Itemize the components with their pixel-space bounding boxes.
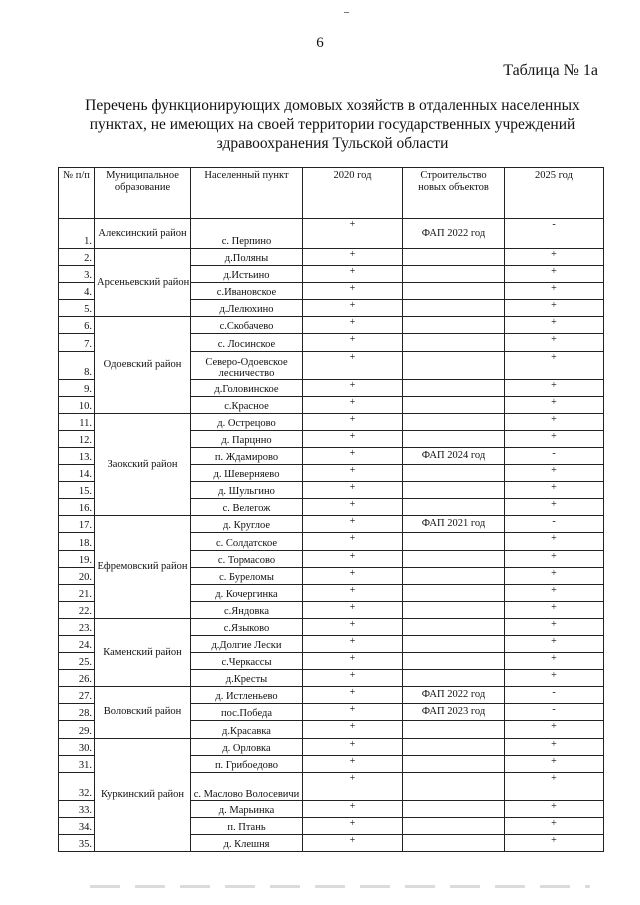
construction-cell bbox=[403, 550, 505, 567]
status-2025-cell: + bbox=[505, 601, 604, 618]
row-number: 22. bbox=[59, 601, 95, 618]
settlement-cell: п. Ждамирово bbox=[191, 447, 303, 464]
settlement-cell: п. Грибоедово bbox=[191, 755, 303, 772]
status-2025-cell: + bbox=[505, 800, 604, 817]
status-2020-cell: + bbox=[303, 738, 403, 755]
settlement-cell: с. Тормасово bbox=[191, 550, 303, 567]
table-row bbox=[59, 738, 604, 755]
construction-cell: ФАП 2021 год bbox=[403, 516, 505, 533]
settlement-cell: д. Кочергинка bbox=[191, 584, 303, 601]
scan-artifact bbox=[90, 885, 590, 888]
construction-cell bbox=[403, 334, 505, 351]
status-2025-cell: + bbox=[505, 635, 604, 652]
status-2020-cell: + bbox=[303, 550, 403, 567]
construction-cell bbox=[403, 834, 505, 851]
settlement-cell: с.Черкассы bbox=[191, 653, 303, 670]
construction-cell bbox=[403, 317, 505, 334]
construction-cell bbox=[403, 430, 505, 447]
status-2025-cell: + bbox=[505, 834, 604, 851]
status-2025-cell: + bbox=[505, 413, 604, 430]
row-number: 35. bbox=[59, 834, 95, 851]
construction-cell bbox=[403, 618, 505, 635]
row-number: 5. bbox=[59, 300, 95, 317]
construction-cell bbox=[403, 499, 505, 516]
construction-cell bbox=[403, 249, 505, 266]
settlement-cell: д.Истьино bbox=[191, 266, 303, 283]
municipality-cell: Заокский район bbox=[95, 413, 191, 516]
construction-cell bbox=[403, 413, 505, 430]
settlement-cell: с.Языково bbox=[191, 618, 303, 635]
row-number: 33. bbox=[59, 800, 95, 817]
row-number: 12. bbox=[59, 430, 95, 447]
status-2020-cell: + bbox=[303, 618, 403, 635]
row-number: 30. bbox=[59, 738, 95, 755]
row-number: 29. bbox=[59, 721, 95, 738]
status-2020-cell: + bbox=[303, 300, 403, 317]
construction-cell bbox=[403, 670, 505, 687]
status-2020-cell: + bbox=[303, 334, 403, 351]
status-2020-cell: + bbox=[303, 465, 403, 482]
document-title: Перечень функционирующих домовых хозяйств в отдаленных населенных пунктах, не имеющих на своей территории государственных учреждений здравоохранения Тульской области bbox=[85, 97, 580, 152]
construction-cell bbox=[403, 721, 505, 738]
status-2025-cell: + bbox=[505, 482, 604, 499]
status-2025-cell: + bbox=[505, 249, 604, 266]
construction-cell: ФАП 2024 год bbox=[403, 447, 505, 464]
row-number: 23. bbox=[59, 618, 95, 635]
status-2020-cell: + bbox=[303, 249, 403, 266]
status-2025-cell: - bbox=[505, 687, 604, 704]
status-2020-cell: + bbox=[303, 499, 403, 516]
construction-cell bbox=[403, 351, 505, 379]
row-number: 14. bbox=[59, 465, 95, 482]
status-2025-cell: + bbox=[505, 430, 604, 447]
construction-cell bbox=[403, 800, 505, 817]
settlement-cell: д. Парцнно bbox=[191, 430, 303, 447]
status-2020-cell: + bbox=[303, 834, 403, 851]
status-2020-cell: + bbox=[303, 817, 403, 834]
settlement-cell: д.Лелюхино bbox=[191, 300, 303, 317]
status-2020-cell: + bbox=[303, 317, 403, 334]
row-number: 18. bbox=[59, 533, 95, 550]
status-2020-cell: + bbox=[303, 653, 403, 670]
page-number: 6 bbox=[316, 35, 324, 51]
settlement-cell: с. Лосинское bbox=[191, 334, 303, 351]
construction-cell: ФАП 2023 год bbox=[403, 704, 505, 721]
status-2025-cell: - bbox=[505, 516, 604, 533]
row-number: 11. bbox=[59, 413, 95, 430]
status-2020-cell: + bbox=[303, 283, 403, 300]
settlement-cell: п. Птань bbox=[191, 817, 303, 834]
households-table bbox=[58, 167, 604, 852]
construction-cell bbox=[403, 601, 505, 618]
status-2025-cell: + bbox=[505, 670, 604, 687]
status-2020-cell: + bbox=[303, 601, 403, 618]
row-number: 4. bbox=[59, 283, 95, 300]
settlement-cell: с.Скобачево bbox=[191, 317, 303, 334]
settlement-cell: д.Красавка bbox=[191, 721, 303, 738]
status-2025-cell: - bbox=[505, 219, 604, 249]
construction-cell bbox=[403, 772, 505, 800]
table-row bbox=[59, 413, 604, 430]
row-number: 2. bbox=[59, 249, 95, 266]
table-row bbox=[59, 317, 604, 334]
row-number: 9. bbox=[59, 379, 95, 396]
settlement-cell: д.Долгие Лески bbox=[191, 635, 303, 652]
construction-cell bbox=[403, 635, 505, 652]
status-2020-cell: + bbox=[303, 219, 403, 249]
status-2025-cell: + bbox=[505, 396, 604, 413]
status-2025-cell: + bbox=[505, 351, 604, 379]
municipality-cell: Ефремовский район bbox=[95, 516, 191, 619]
status-2025-cell: + bbox=[505, 738, 604, 755]
construction-cell bbox=[403, 379, 505, 396]
status-2020-cell: + bbox=[303, 721, 403, 738]
construction-cell bbox=[403, 300, 505, 317]
construction-cell bbox=[403, 584, 505, 601]
status-2020-cell: + bbox=[303, 413, 403, 430]
status-2025-cell: - bbox=[505, 447, 604, 464]
construction-cell: ФАП 2022 год bbox=[403, 219, 505, 249]
construction-cell bbox=[403, 465, 505, 482]
table-row bbox=[59, 249, 604, 266]
row-number: 3. bbox=[59, 266, 95, 283]
construction-cell bbox=[403, 817, 505, 834]
construction-cell bbox=[403, 283, 505, 300]
status-2025-cell: + bbox=[505, 618, 604, 635]
settlement-cell: с. Велегож bbox=[191, 499, 303, 516]
table-row bbox=[59, 516, 604, 533]
municipality-cell: Арсеньевский район bbox=[95, 249, 191, 317]
construction-cell bbox=[403, 396, 505, 413]
settlement-cell: д. Клешня bbox=[191, 834, 303, 851]
row-number: 8. bbox=[59, 351, 95, 379]
table-label: Таблица № 1а bbox=[503, 62, 598, 79]
status-2020-cell: + bbox=[303, 447, 403, 464]
status-2025-cell: + bbox=[505, 567, 604, 584]
status-2025-cell: + bbox=[505, 499, 604, 516]
municipality-cell: Одоевский район bbox=[95, 317, 191, 413]
header-municipality: Муниципальное образование bbox=[95, 168, 191, 219]
settlement-cell: с. Солдатское bbox=[191, 533, 303, 550]
status-2020-cell: + bbox=[303, 351, 403, 379]
header-num: № п/п bbox=[59, 168, 95, 219]
status-2025-cell: + bbox=[505, 317, 604, 334]
row-number: 10. bbox=[59, 396, 95, 413]
row-number: 20. bbox=[59, 567, 95, 584]
settlement-cell: д.Поляны bbox=[191, 249, 303, 266]
settlement-cell: с. Буреломы bbox=[191, 567, 303, 584]
settlement-cell: д.Кресты bbox=[191, 670, 303, 687]
row-number: 24. bbox=[59, 635, 95, 652]
status-2020-cell: + bbox=[303, 704, 403, 721]
municipality-cell: Воловский район bbox=[95, 687, 191, 738]
construction-cell bbox=[403, 567, 505, 584]
status-2025-cell: + bbox=[505, 300, 604, 317]
status-2020-cell: + bbox=[303, 396, 403, 413]
municipality-cell: Каменский район bbox=[95, 618, 191, 686]
status-2025-cell: + bbox=[505, 653, 604, 670]
municipality-cell: Куркинский район bbox=[95, 738, 191, 851]
construction-cell: ФАП 2022 год bbox=[403, 687, 505, 704]
settlement-cell: д. Круглое bbox=[191, 516, 303, 533]
row-number: 25. bbox=[59, 653, 95, 670]
construction-cell bbox=[403, 482, 505, 499]
row-number: 7. bbox=[59, 334, 95, 351]
status-2025-cell: + bbox=[505, 266, 604, 283]
status-2025-cell: + bbox=[505, 772, 604, 800]
settlement-cell: Северо-Одоевское лесничество bbox=[191, 351, 303, 379]
settlement-cell: пос.Победа bbox=[191, 704, 303, 721]
status-2020-cell: + bbox=[303, 379, 403, 396]
status-2020-cell: + bbox=[303, 670, 403, 687]
status-2020-cell: + bbox=[303, 516, 403, 533]
status-2020-cell: + bbox=[303, 430, 403, 447]
row-number: 19. bbox=[59, 550, 95, 567]
row-number: 34. bbox=[59, 817, 95, 834]
settlement-cell: с.Ивановское bbox=[191, 283, 303, 300]
status-2020-cell: + bbox=[303, 755, 403, 772]
row-number: 28. bbox=[59, 704, 95, 721]
row-number: 6. bbox=[59, 317, 95, 334]
status-2020-cell: + bbox=[303, 584, 403, 601]
status-2020-cell: + bbox=[303, 567, 403, 584]
settlement-cell: д.Головинское bbox=[191, 379, 303, 396]
row-number: 17. bbox=[59, 516, 95, 533]
status-2020-cell: + bbox=[303, 800, 403, 817]
status-2020-cell: + bbox=[303, 482, 403, 499]
status-2020-cell: + bbox=[303, 772, 403, 800]
settlement-cell: д. Острецово bbox=[191, 413, 303, 430]
settlement-cell: с.Красное bbox=[191, 396, 303, 413]
settlement-cell: д. Шеверняево bbox=[191, 465, 303, 482]
settlement-cell: с. Перпино bbox=[191, 219, 303, 249]
status-2025-cell: + bbox=[505, 465, 604, 482]
construction-cell bbox=[403, 653, 505, 670]
header-construction: Строительство новых объектов bbox=[403, 168, 505, 219]
municipality-cell: Алексинский район bbox=[95, 219, 191, 249]
table-row bbox=[59, 687, 604, 704]
status-2025-cell: - bbox=[505, 704, 604, 721]
status-2025-cell: + bbox=[505, 334, 604, 351]
status-2025-cell: + bbox=[505, 283, 604, 300]
row-number: 27. bbox=[59, 687, 95, 704]
header-2020: 2020 год bbox=[303, 168, 403, 219]
table-row bbox=[59, 618, 604, 635]
settlement-cell: с. Маслово Волосевичи bbox=[191, 772, 303, 800]
row-number: 1. bbox=[59, 219, 95, 249]
status-2020-cell: + bbox=[303, 266, 403, 283]
construction-cell bbox=[403, 266, 505, 283]
status-2025-cell: + bbox=[505, 379, 604, 396]
status-2025-cell: + bbox=[505, 755, 604, 772]
status-2025-cell: + bbox=[505, 584, 604, 601]
header-place: Населенный пункт bbox=[191, 168, 303, 219]
status-2025-cell: + bbox=[505, 721, 604, 738]
status-2020-cell: + bbox=[303, 687, 403, 704]
construction-cell bbox=[403, 738, 505, 755]
settlement-cell: д. Шульгино bbox=[191, 482, 303, 499]
settlement-cell: с.Яндовка bbox=[191, 601, 303, 618]
table-row bbox=[59, 219, 604, 249]
row-number: 26. bbox=[59, 670, 95, 687]
status-2020-cell: + bbox=[303, 533, 403, 550]
status-2025-cell: + bbox=[505, 817, 604, 834]
row-number: 32. bbox=[59, 772, 95, 800]
table-header-row bbox=[59, 168, 604, 219]
row-number: 21. bbox=[59, 584, 95, 601]
row-number: 16. bbox=[59, 499, 95, 516]
header-2025: 2025 год bbox=[505, 168, 604, 219]
settlement-cell: д. Марьинка bbox=[191, 800, 303, 817]
row-number: 31. bbox=[59, 755, 95, 772]
row-number: 13. bbox=[59, 447, 95, 464]
status-2025-cell: + bbox=[505, 550, 604, 567]
construction-cell bbox=[403, 755, 505, 772]
settlement-cell: д. Орловка bbox=[191, 738, 303, 755]
scan-mark bbox=[344, 12, 349, 13]
status-2020-cell: + bbox=[303, 635, 403, 652]
row-number: 15. bbox=[59, 482, 95, 499]
status-2025-cell: + bbox=[505, 533, 604, 550]
construction-cell bbox=[403, 533, 505, 550]
settlement-cell: д. Истленьево bbox=[191, 687, 303, 704]
